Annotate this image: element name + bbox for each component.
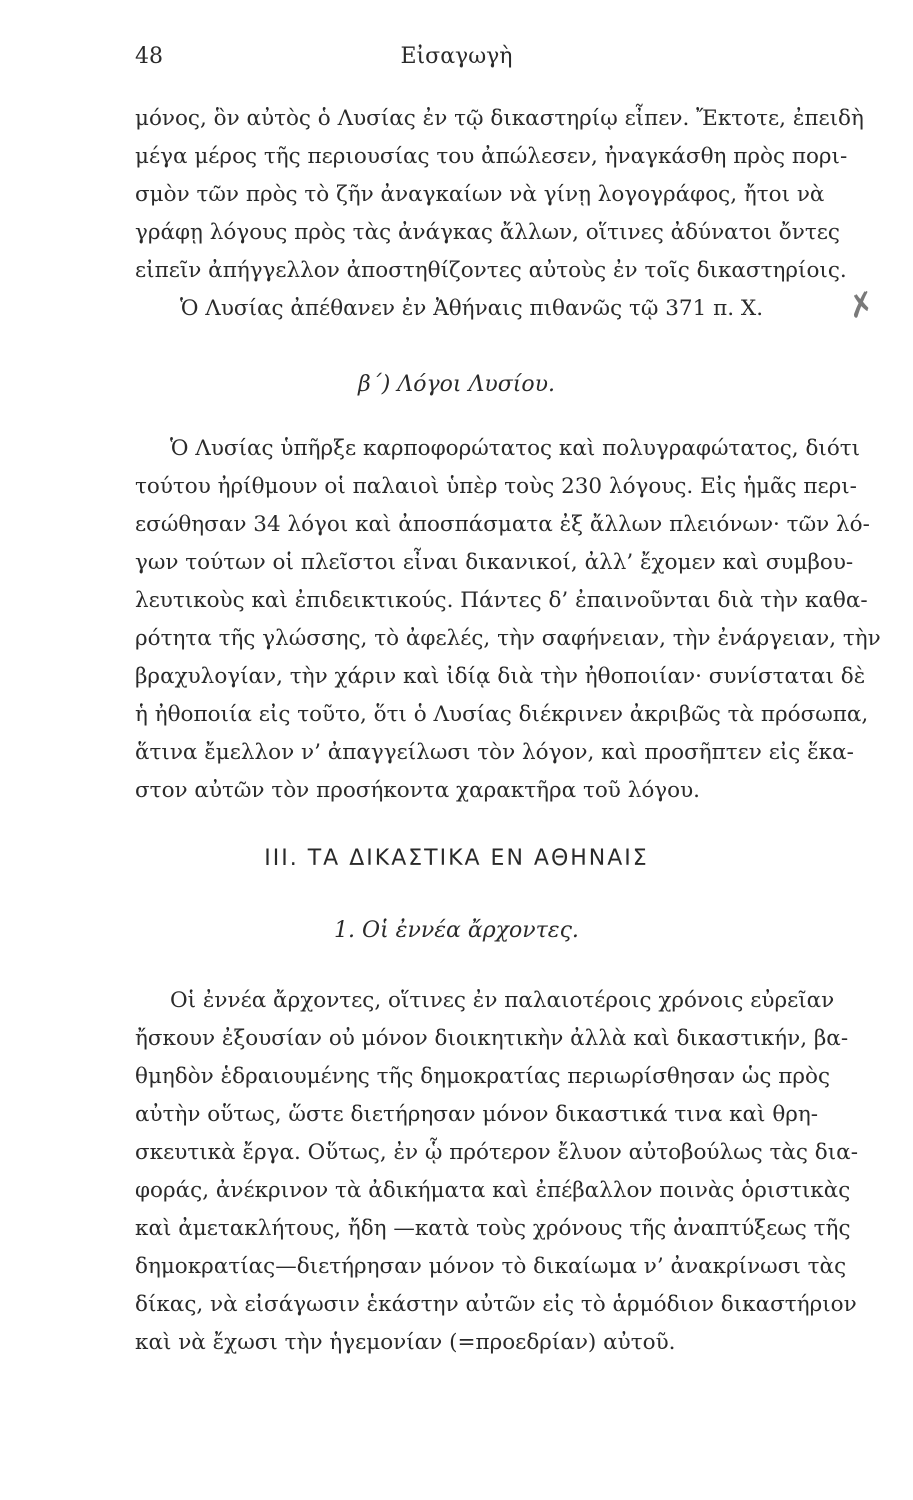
page-header [135, 44, 778, 76]
text-line: σμὸν τῶν πρὸς τὸ ζῆν ἀναγκαίων νὰ γίνῃ λογογράφος, ἤτοι νὰ [135, 182, 825, 207]
page-number: 48 [135, 44, 163, 69]
text-line: καὶ ἀμετακλήτους, ἤδη —κατὰ τοὺς χρόνους τῆς ἀναπτύξεως τῆς [135, 1216, 851, 1241]
text-line: τούτου ἠρίθμουν οἱ παλαιοὶ ὑπὲρ τοὺς 230 λόγους. Εἰς ἡμᾶς περι- [135, 474, 857, 499]
text-line: βραχυλογίαν, τὴν χάριν καὶ ἰδίᾳ διὰ τὴν ἠθοποιίαν· συνίσταται δὲ [135, 664, 866, 689]
text-line: ἅτινα ἔμελλον ν’ ἀπαγγείλωσι τὸν λόγον, καὶ προσῆπτεν εἰς ἕκα- [135, 740, 854, 765]
text-line: δίκας, νὰ εἰσάγωσιν ἑκάστην αὐτῶν εἰς τὸ ἁρμόδιον δικαστήριον [135, 1292, 857, 1317]
text-line: καὶ νὰ ἔχωσι τὴν ἡγεμονίαν (=προεδρίαν) αὐτοῦ. [135, 1330, 676, 1355]
text-line: εἰπεῖν ἀπήγγελλον ἀποστηθίζοντες αὐτοὺς ἐν τοῖς δικαστηρίοις. [135, 258, 847, 283]
text-line: στον αὐτῶν τὸν προσήκοντα χαρακτῆρα τοῦ λόγου. [135, 778, 700, 803]
text-line: φοράς, ἀνέκρινον τὰ ἀδικήματα καὶ ἐπέβαλλον ποινὰς ὁριστικὰς [135, 1178, 851, 1203]
text-line: ἤσκουν ἐξουσίαν οὐ μόνον διοικητικὴν ἀλλὰ καὶ δικαστικήν, βα- [135, 1026, 849, 1051]
text-line: Οἱ ἐννέα ἄρχοντες, οἵτινες ἐν παλαιοτέροις χρόνοις εὐρεῖαν [170, 988, 835, 1013]
pencil-mark-x-icon: ✗ [843, 283, 880, 327]
text-line: Ὁ Λυσίας ἀπέθανεν ἐν Ἀθήναις πιθανῶς τῷ 371 π. Χ. [180, 296, 764, 321]
section-heading-b: β΄) Λόγοι Λυσίου. [358, 372, 555, 397]
text-line: γων τούτων οἱ πλεῖστοι εἶναι δικανικοί, ἀλλ’ ἔχομεν καὶ συμβου- [135, 550, 854, 575]
text-line: Ὁ Λυσίας ὑπῆρξε καρποφορώτατος καὶ πολυγραφώτατος, διότι [170, 436, 861, 461]
text-line: δημοκρατίας—διετήρησαν μόνον τὸ δικαίωμα ν’ ἀνακρίνωσι τὰς [135, 1254, 847, 1279]
text-line: εσώθησαν 34 λόγοι καὶ ἀποσπάσματα ἐξ ἄλλων πλειόνων· τῶν λό- [135, 512, 870, 537]
text-line: μέγα μέρος τῆς περιουσίας του ἀπώλεσεν, ἠναγκάσθη πρὸς πορι- [135, 144, 848, 169]
text-line: σκευτικὰ ἔργα. Οὕτως, ἐν ᾧ πρότερον ἔλυον αὐτοβούλως τὰς δια- [135, 1140, 858, 1165]
text-line: ἡ ἠθοποιία εἰς τοῦτο, ὅτι ὁ Λυσίας διέκρινεν ἀκριβῶς τὰ πρόσωπα, [135, 702, 869, 727]
chapter-heading: III. ΤΑ ΔΙΚΑΣΤΙΚΑ ΕΝ ΑΘΗΝΑΙΣ [264, 846, 649, 871]
running-title: Εἰσαγωγὴ [400, 44, 513, 69]
text-line: μόνος, ὃν αὐτὸς ὁ Λυσίας ἐν τῷ δικαστηρίῳ εἶπεν. Ἔκτοτε, ἐπειδὴ [135, 106, 864, 131]
text-line: λευτικοὺς καὶ ἐπιδεικτικούς. Πάντες δ’ ἐπαινοῦνται διὰ τὴν καθα- [135, 588, 868, 613]
text-line: θμηδὸν ἑδραιουμένης τῆς δημοκρατίας περιωρίσθησαν ὡς πρὸς [135, 1064, 831, 1089]
text-line: αὐτὴν οὕτως, ὥστε διετήρησαν μόνον δικαστικά τινα καὶ θρη- [135, 1102, 819, 1127]
section-heading-1: 1. Οἱ ἐννέα ἄρχοντες. [334, 918, 579, 943]
text-line: γράφῃ λόγους πρὸς τὰς ἀνάγκας ἄλλων, οἵτινες ἀδύνατοι ὄντες [135, 220, 840, 245]
text-line: ρότητα τῆς γλώσσης, τὸ ἀφελές, τὴν σαφήνειαν, τὴν ἐνάργειαν, τὴν [135, 626, 881, 651]
